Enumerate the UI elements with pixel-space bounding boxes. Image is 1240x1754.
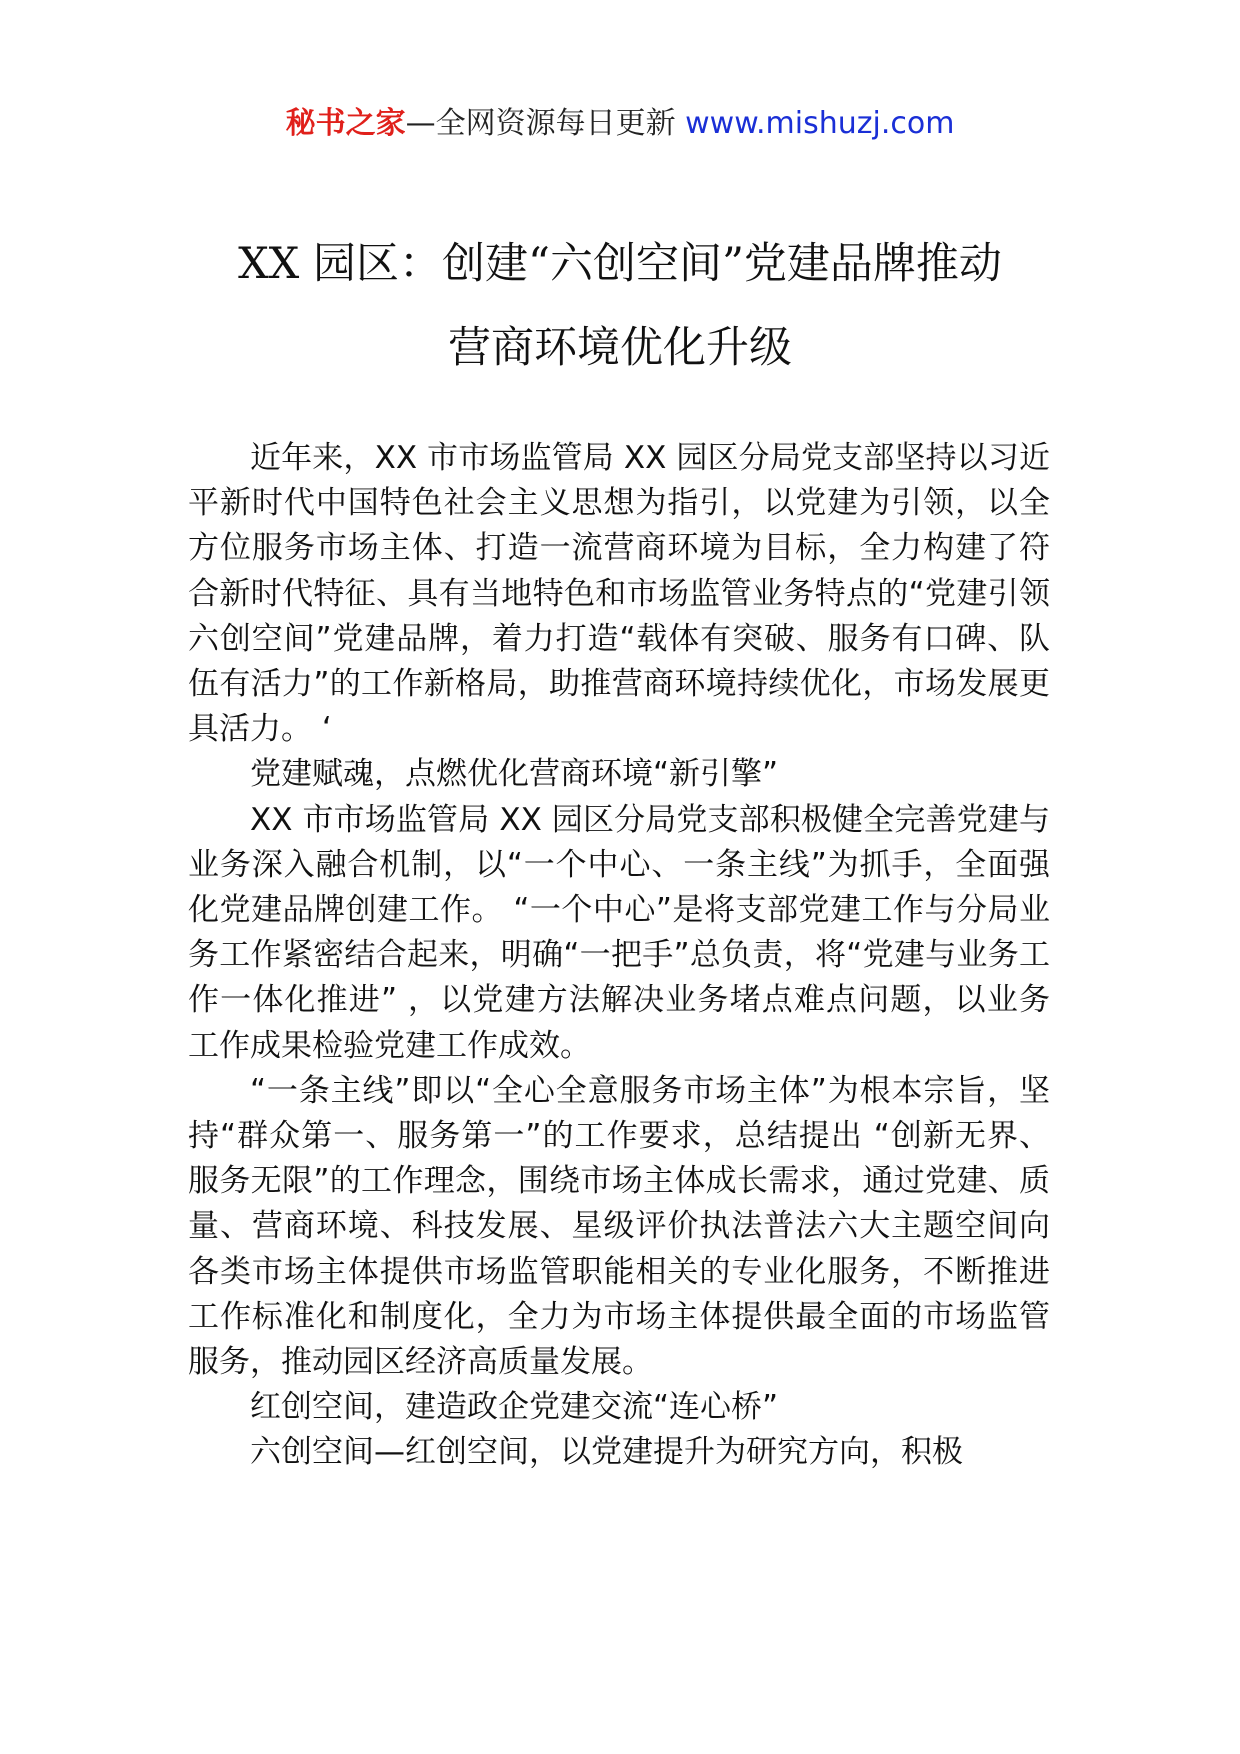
brand-name: 秘书之家	[285, 106, 406, 141]
document-title-line-2: 营商环境优化升级	[448, 323, 792, 373]
document-title-line-1: XX 园区：创建“六创空间”党建品牌推动	[238, 239, 1002, 289]
paragraph-one-center: XX 市市场监管局 XX 园区分局党支部积极健全完善党建与业务深入融合机制，以“一个中心、一条主线”为抓手，全面强化党建品牌创建工作。 “一个中心”是将支部党建工作与分局业务工作紧密结合起来，明确“一把手”总负责，将“党建与业务工作一体化推进” ，以党建方法解决业务堵点难点问题，以业务工作成果检验党建工作成效。	[188, 801, 1050, 1064]
paragraph-intro: 近年来，XX 市市场监管局 XX 园区分局党支部坚持以习近平新时代中国特色社会主义思想为指引，以党建为引领，以全方位服务市场主体、打造一流营商环境为目标，全力构建了符合新时代特征、具有当地特色和市场监管业务特点的“党建引领 六创空间”党建品牌，着力打造“载体有突破、服务有口碑、队伍有活力”的工作新格局，助推营商环境持续优化，市场发展更具活力。 ‘	[188, 440, 1050, 748]
document-body	[188, 436, 1050, 1476]
paragraph-one-mainline: “一条主线”即以“全心全意服务市场主体”为根本宗旨，坚持“群众第一、服务第一”的工作要求，总结提出 “创新无界、服务无限”的工作理念，围绕市场主体成长需求，通过党建、质量、营商环境、科技发展、星级评价执法普法六大主题空间向各类市场主体提供市场监管职能相关的专业化服务，不断推进工作标准化和制度化，全力为市场主体提供最全面的市场监管服务，推动园区经济高质量发展。	[188, 1072, 1050, 1381]
section-heading-red-space: 红创空间，建造政企党建交流“连心桥”	[250, 1389, 779, 1426]
header-tagline: —全网资源每日更新	[405, 106, 686, 141]
site-header	[0, 100, 1240, 148]
paragraph-red-space: 六创空间—红创空间，以党建提升为研究方向，积极	[250, 1434, 963, 1471]
section-heading-party-building: 党建赋魂，点燃优化营商环境“新引擎”	[250, 756, 779, 793]
site-url-link[interactable]: www.mishuzj.com	[685, 106, 955, 141]
